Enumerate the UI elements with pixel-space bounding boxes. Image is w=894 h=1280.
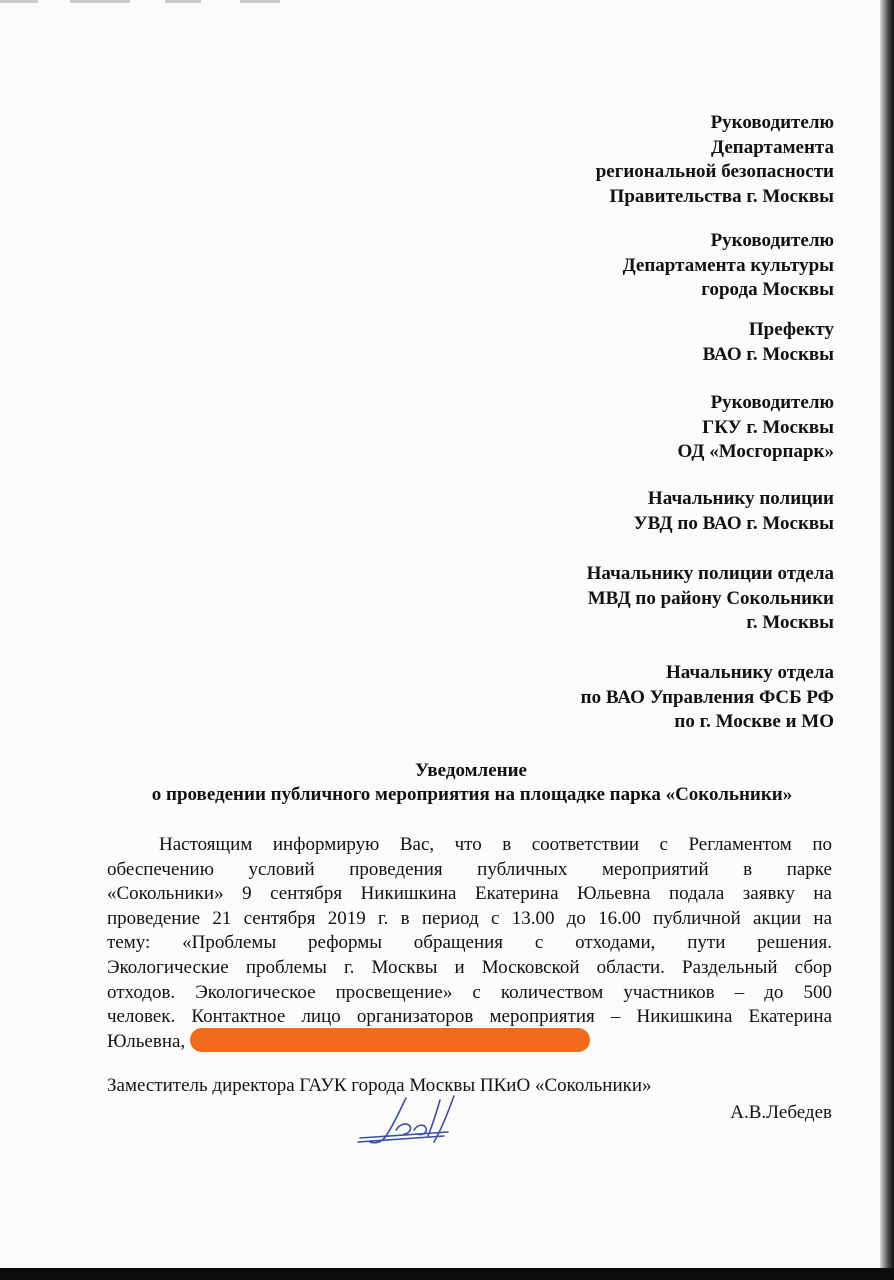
- addressee-line: региональной безопасности: [595, 161, 834, 182]
- scan-top-marks: [0, 0, 600, 6]
- body-line: Настоящим информирую Вас, что в соответствии с Регламентом по: [159, 834, 832, 855]
- body-line: обеспечению условий проведения публичных мероприятий в парке: [107, 858, 832, 880]
- scan-edge-shadow: [880, 0, 894, 1280]
- addressee-block-6: [587, 562, 834, 636]
- addressee-line: города Москвы: [701, 279, 834, 300]
- addressee-block-7: [581, 661, 834, 735]
- handwritten-signature: [356, 1090, 476, 1150]
- addressee-line: по ВАО Управления ФСБ РФ: [580, 686, 834, 708]
- addressee-line: Начальнику полиции: [647, 488, 834, 509]
- body-line: отходов. Экологическое просвещение» с количеством участников – до 500: [107, 981, 832, 1003]
- redaction-mark: [190, 1028, 590, 1052]
- addressee-line: Начальнику полиции отдела: [586, 563, 834, 584]
- signer-title: Заместитель директора ГАУК города Москвы ПКиО «Сокольники»: [107, 1075, 652, 1096]
- addressee-line: ВАО г. Москвы: [702, 343, 834, 365]
- body-line: Юльевна,: [107, 1030, 186, 1052]
- addressee-line: ГКУ г. Москвы: [702, 416, 834, 438]
- addressee-line: Департамента: [711, 136, 834, 158]
- body-line: тему: «Проблемы реформы обращения с отходами, пути решения.: [107, 932, 832, 954]
- body-line: проведение 21 сентября 2019 г. в период с 13.00 до 16.00 публичной акции на: [107, 907, 832, 929]
- body-line: Экологические проблемы г. Москвы и Московской области. Раздельный сбор: [107, 956, 832, 978]
- addressee-line: Департамента культуры: [622, 254, 834, 276]
- addressee-line: Правительства г. Москвы: [609, 185, 834, 207]
- body-line: человек. Контактное лицо организаторов мероприятия – Никишкина Екатерина: [107, 1006, 832, 1028]
- addressee-line: МВД по району Сокольники: [587, 587, 834, 609]
- scan-bottom-edge: [0, 1268, 894, 1280]
- body-line: «Сокольники» 9 сентября Никишкина Екатерина Юльевна подала заявку на: [107, 883, 832, 905]
- addressee-line: Начальнику отдела: [666, 662, 834, 683]
- notice-title: [0, 759, 894, 807]
- addressee-line: Руководителю: [710, 112, 834, 133]
- addressee-line: Руководителю: [710, 230, 834, 251]
- addressee-line: г. Москвы: [746, 612, 834, 633]
- addressee-line: по г. Москве и МО: [674, 711, 834, 732]
- notice-title-line-2: о проведении публичного мероприятия на площадке парка «Сокольники»: [151, 784, 793, 805]
- notice-title-line-1: Уведомление: [415, 760, 527, 781]
- notice-body: [107, 833, 832, 1054]
- addressee-block-2: [623, 229, 834, 303]
- addressee-line: Руководителю: [710, 392, 834, 413]
- addressee-line: ОД «Мосгорпарк»: [677, 441, 834, 462]
- addressee-block-3: [703, 318, 834, 367]
- signer-name: А.В.Лебедев: [730, 1102, 832, 1123]
- addressee-line: Префекту: [748, 319, 834, 340]
- addressee-block-4: [678, 391, 834, 465]
- addressee-line: УВД по ВАО г. Москвы: [633, 512, 834, 534]
- addressee-block-5: [634, 487, 834, 536]
- addressee-block-1: [596, 111, 834, 209]
